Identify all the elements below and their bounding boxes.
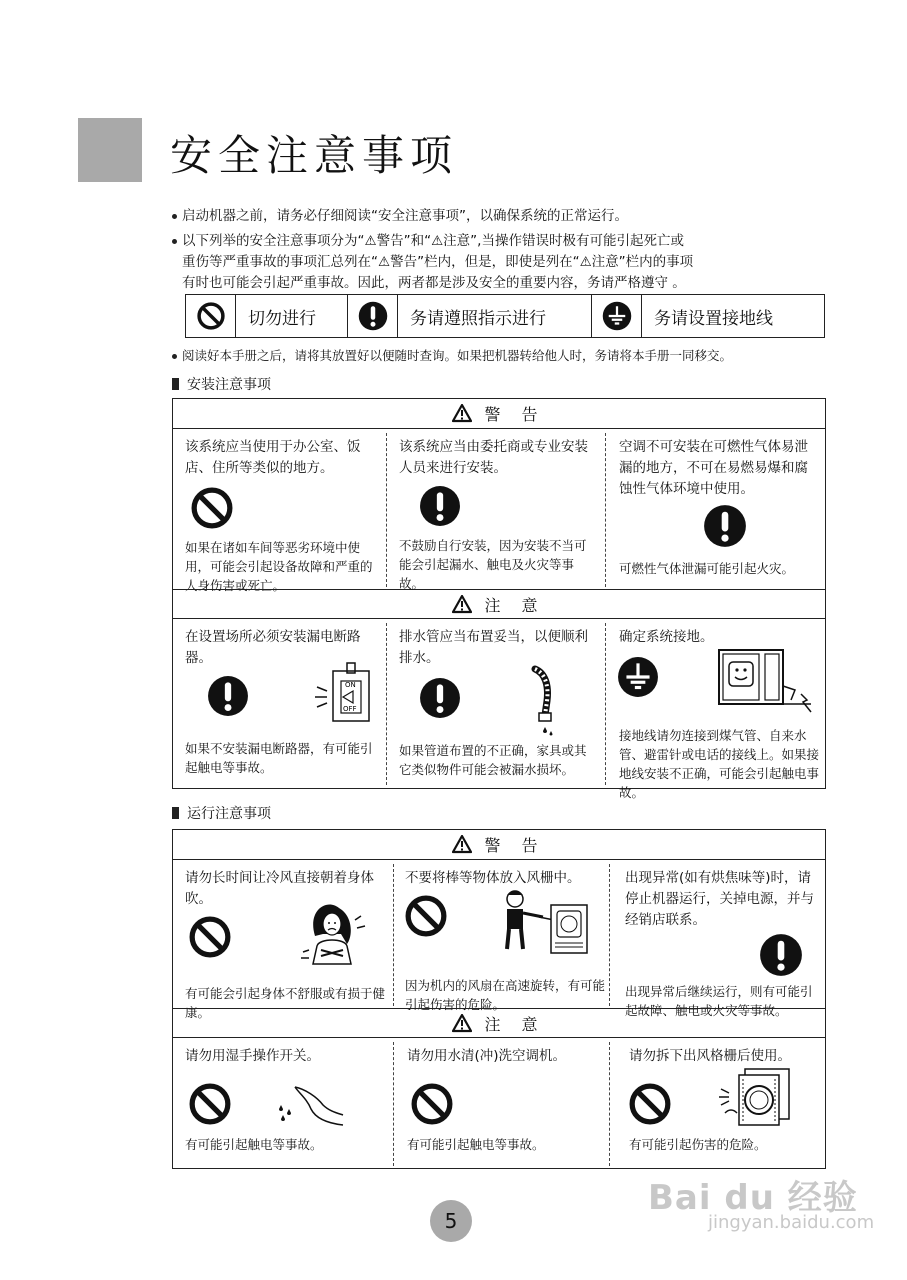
page-number: 5 <box>430 1200 472 1242</box>
operation-caution-item-2: 请勿用水清(冲)洗空调机。 有可能引起触电等事故。 <box>407 1048 567 1152</box>
ground-icon <box>592 295 642 337</box>
title-accent-block <box>78 118 142 182</box>
operation-warning-band: 警 告 <box>173 830 825 860</box>
mandatory-icon <box>419 485 461 527</box>
legend-mandatory-label: 务请遵照指示进行 <box>398 295 592 337</box>
install-warning-item-2: 该系统应当由委托商或专业安装人员来进行安装。 不鼓励自行安装，因为安装不当可能会引起漏水、触电及火灾等事故。 <box>399 439 588 591</box>
install-section-heading: 安装注意事项 <box>172 374 271 394</box>
warning-triangle-icon <box>452 835 472 854</box>
symbol-legend <box>185 294 825 338</box>
operation-caution-item-1: 请勿用湿手操作开关。 有可能引起触电等事故。 <box>185 1046 389 1154</box>
prohibit-icon <box>186 295 236 337</box>
mandatory-icon <box>348 295 398 337</box>
operation-caution-band: 注 意 <box>173 1008 825 1038</box>
switch-off-label: OFF <box>343 705 357 713</box>
install-table <box>172 398 826 800</box>
operation-warning-item-1: 请勿长时间让冷风直接朝着身体吹。 有可能会引起身体不舒服或有损于健康。 <box>185 870 386 1020</box>
breaker-switch-icon <box>313 661 379 727</box>
prohibit-icon <box>411 1083 453 1125</box>
mandatory-icon <box>759 933 803 977</box>
drain-hose-icon <box>529 665 569 737</box>
watermark-brand: Bai du 经验 <box>648 1178 858 1218</box>
operation-section-heading: 运行注意事项 <box>172 803 271 823</box>
operation-table <box>172 829 826 1169</box>
prohibit-icon <box>189 916 231 958</box>
mandatory-icon <box>419 677 461 719</box>
removed-grille-icon <box>715 1065 795 1131</box>
prohibit-icon <box>629 1083 671 1125</box>
watermark-url: jingyan.baidu.com <box>708 1212 875 1233</box>
install-caution-band: 注 意 <box>173 589 825 619</box>
switch-on-label: ON <box>345 681 356 689</box>
ground-icon <box>617 656 659 698</box>
install-caution-item-3: 确定系统接地。 接地线请勿连接到煤气管、自来水管、避雷针或电话的接线上。如果接地线安装不正确，可能会引起触电事故。 <box>619 627 824 802</box>
install-warning-band: 警 告 <box>173 399 825 429</box>
install-warning-item-3: 空调不可安装在可燃性气体易泄漏的地方，不可在易燃易爆和腐蚀性气体环境中使用。 可燃性气体泄漏可能引起火灾。 <box>619 439 808 576</box>
intro-bullet-2: 以下列举的安全注意事项分为“⚠警告”和“⚠注意”,当操作错误时极有可能引起死亡或 重伤等严重事故的事项汇总列在“⚠警告”栏内，但是，即使是列在“⚠注意”栏内的事项 有时也可能会引起严重事故。因此，两者都是涉及安全的重要内容，务请严格遵守 。 <box>172 231 842 294</box>
outdoor-unit-ground-icon <box>715 646 823 722</box>
mandatory-icon <box>703 504 747 548</box>
prohibit-icon <box>405 895 447 937</box>
page-title: 安全注意事项 <box>170 131 459 180</box>
child-with-stick-icon <box>495 887 595 959</box>
operation-caution-item-3: 请勿拆下出风格栅后使用。 有可能引起伤害的危险。 <box>629 1046 821 1154</box>
bullet-dot <box>172 239 177 244</box>
prohibit-icon <box>189 1083 231 1125</box>
intro-bullet-3: 阅读好本手册之后，请将其放置好以便随时查询。如果把机器转给他人时，务请将本手册一同移交。 <box>172 345 852 366</box>
legend-ground-label: 务请设置接地线 <box>654 308 773 329</box>
install-caution-item-2: 排水管应当布置妥当，以便顺利排水。 如果管道布置的不正确，家具或其它类似物件可能会被漏水损坏。 <box>399 629 588 777</box>
operation-warning-item-3: 出现异常(如有烘焦味等)时，请停止机器运行，关掉电源，并与经销店联系。 出现异常后继续运行，则有可能引起故障、触电或火灾等事故。 <box>625 870 814 1018</box>
install-caution-item-1: 在设置场所必须安装漏电断路器。 ON OFF 如果不安装漏电断路器，有可能引起触电等事故。 <box>185 627 383 777</box>
warning-triangle-icon <box>452 1014 472 1033</box>
intro-bullet-1: 启动机器之前，请务必仔细阅读“安全注意事项”，以确保系统的正常运行。 <box>172 206 832 227</box>
install-warning-item-1: 该系统应当使用于办公室、饭店、住所等类似的地方。 如果在诸如车间等恶劣环境中使用，可能会引起设备故障和严重的人身伤害或死亡。 <box>185 439 373 593</box>
prohibit-icon <box>191 487 233 529</box>
warning-triangle-icon <box>452 595 472 614</box>
bullet-dot <box>172 354 177 359</box>
bullet-dot <box>172 214 177 219</box>
warning-triangle-icon <box>452 404 472 423</box>
legend-prohibit-label: 切勿进行 <box>236 295 348 337</box>
operation-warning-item-2: 不要将棒等物体放入风栅中。 因为机内的风扇在高速旋转，有可能引起伤害的危险。 <box>405 870 606 1012</box>
shivering-person-icon <box>297 900 369 972</box>
mandatory-icon <box>207 675 249 717</box>
wet-hand-icon <box>275 1079 345 1127</box>
